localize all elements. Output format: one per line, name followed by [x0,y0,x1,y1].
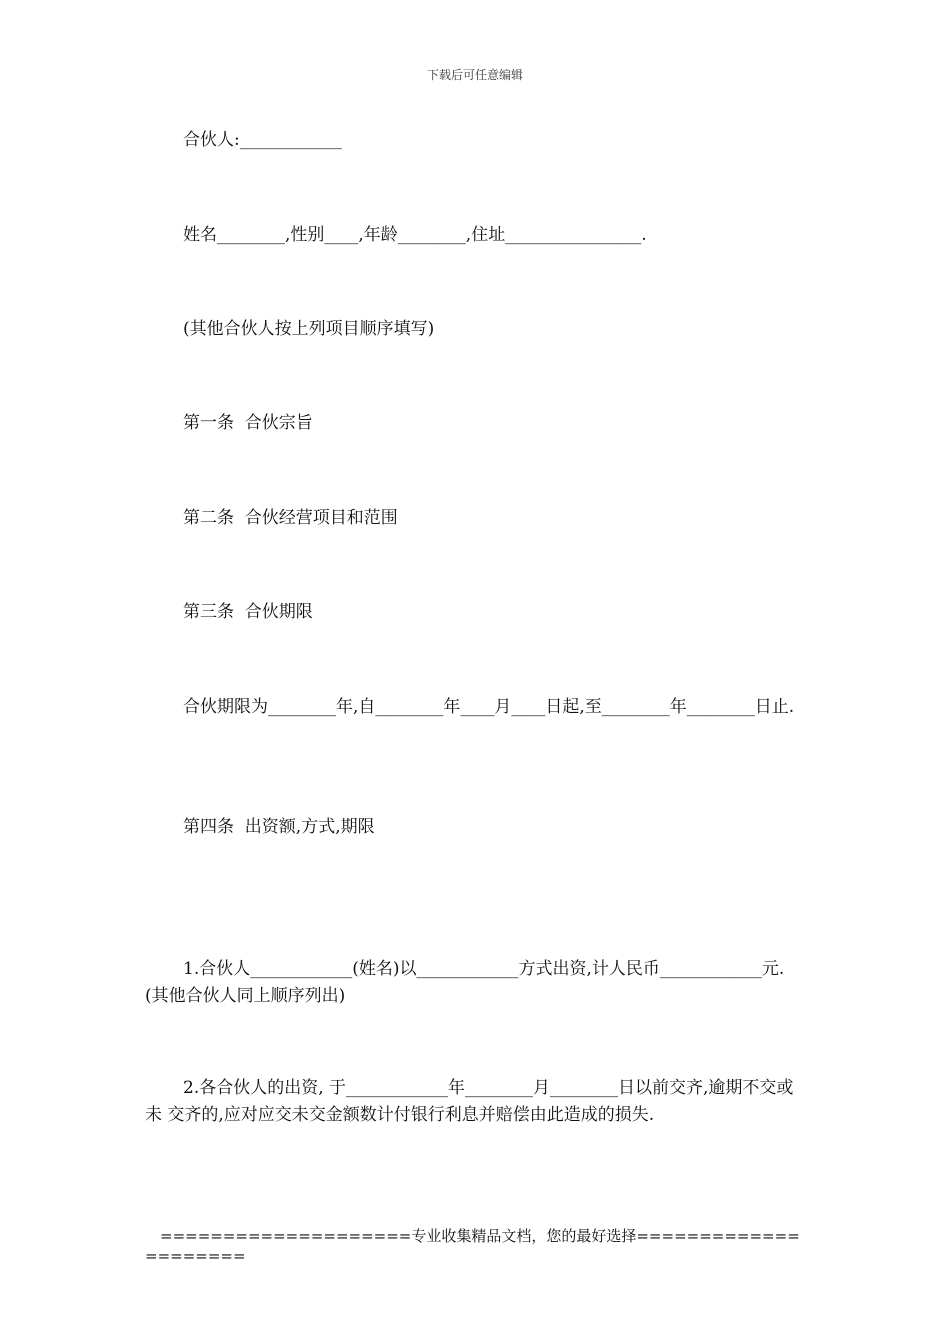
article-3-heading: 第三条 合伙期限 [183,602,313,622]
article-1-heading: 第一条 合伙宗旨 [183,413,313,433]
other-partners-note: (其他合伙人按上列项目顺序填写) [183,319,435,339]
partner-label: 合伙人:____________ [183,130,342,150]
contribution-item-2: 2.各合伙人的出资, 于____________年________月________日以前交齐,逾期不交或未 交齐的,应对应交未交金额数计付银行利息并赔偿由此造成的损失. [145,1078,794,1125]
article-2-heading: 第二条 合伙经营项目和范围 [183,508,398,528]
article-4-heading: 第四条 出资额,方式,期限 [183,817,375,837]
term-clause: 合伙期限为________年,自________年____月____日起,至________年________日止. [183,697,795,717]
contribution-item-1: 1.合伙人____________(姓名)以____________方式出资,计人民币____________元. (其他合伙人同上顺序列出) [145,959,790,1006]
header-note: 下载后可任意编辑 [426,68,523,82]
footer-banner: ====================专业收集精品文档，您的最好选择===================== [145,1227,800,1265]
personal-info-line: 姓名________,性别____,年龄________,住址________________. [183,225,647,245]
